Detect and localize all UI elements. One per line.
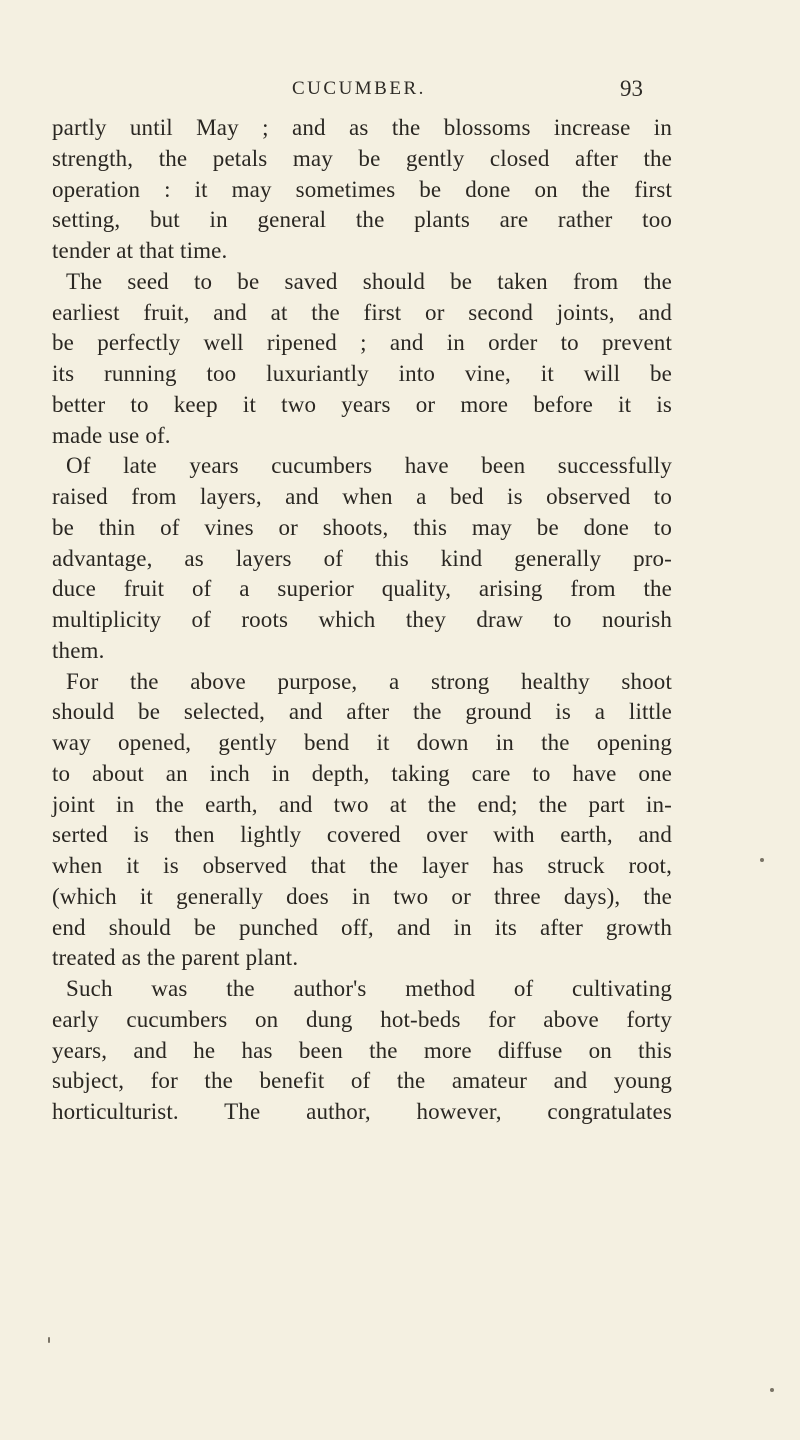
paper-speck	[48, 1337, 50, 1343]
text-line: duce fruit of a superior quality, arising from the	[52, 576, 672, 602]
text-line: end should be punched off, and in its after growth	[52, 914, 672, 940]
paragraph-start-line: Of late years cucumbers have been successfully	[66, 453, 672, 479]
text-line: multiplicity of roots which they draw to nourish	[52, 607, 672, 632]
paragraph-start-line: For the above purpose, a strong healthy shoot	[66, 668, 672, 694]
text-line: early cucumbers on dung hot-beds for above forty	[52, 1006, 672, 1032]
paper-speck	[760, 858, 764, 862]
text-line: operation : it may sometimes be done on the first	[52, 176, 672, 202]
paragraph-start-line: Such was the author's method of cultivating	[66, 976, 672, 1001]
text-line: when it is observed that the layer has struck root,	[52, 853, 672, 878]
text-line: raised from layers, and when a bed is observed to	[52, 484, 672, 509]
paper-speck	[770, 1388, 774, 1392]
body-text	[52, 113, 672, 1128]
text-line: made use of.	[52, 422, 171, 448]
running-head	[0, 78, 800, 108]
text-line: should be selected, and after the ground is a little	[52, 699, 672, 725]
text-line: treated as the parent plant.	[52, 945, 299, 971]
text-line: be thin of vines or shoots, this may be done to	[52, 514, 672, 540]
page-number: 93	[620, 76, 643, 101]
running-head-title: CUCUMBER.	[292, 78, 426, 99]
text-line: to about an inch in depth, taking care to have one	[52, 760, 672, 786]
text-line: horticulturist. The author, however, congratulates	[52, 1099, 672, 1124]
text-line: better to keep it two years or more before it is	[52, 391, 672, 417]
text-line: partly until May ; and as the blossoms increase in	[52, 115, 672, 140]
text-line: advantage, as layers of this kind generally pro-	[52, 545, 672, 571]
text-line: years, and he has been the more diffuse on this	[52, 1037, 672, 1063]
text-line: subject, for the benefit of the amateur and young	[52, 1068, 672, 1094]
text-line: strength, the petals may be gently closed after the	[52, 145, 672, 171]
text-line: be perfectly well ripened ; and in order to prevent	[52, 330, 672, 356]
text-line: (which it generally does in two or three days), the	[52, 883, 672, 909]
text-line: way opened, gently bend it down in the opening	[52, 730, 672, 755]
text-line: serted is then lightly covered over with earth, and	[52, 822, 672, 848]
text-line: them.	[52, 637, 105, 663]
text-line: joint in the earth, and two at the end; the part in-	[52, 791, 672, 817]
paragraph-start-line: The seed to be saved should be taken from the	[66, 268, 672, 294]
text-line: tender at that time.	[52, 238, 228, 263]
text-line: earliest fruit, and at the first or second joints, and	[52, 299, 672, 325]
text-line: its running too luxuriantly into vine, it will be	[52, 361, 672, 386]
text-line: setting, but in general the plants are rather too	[52, 207, 672, 233]
